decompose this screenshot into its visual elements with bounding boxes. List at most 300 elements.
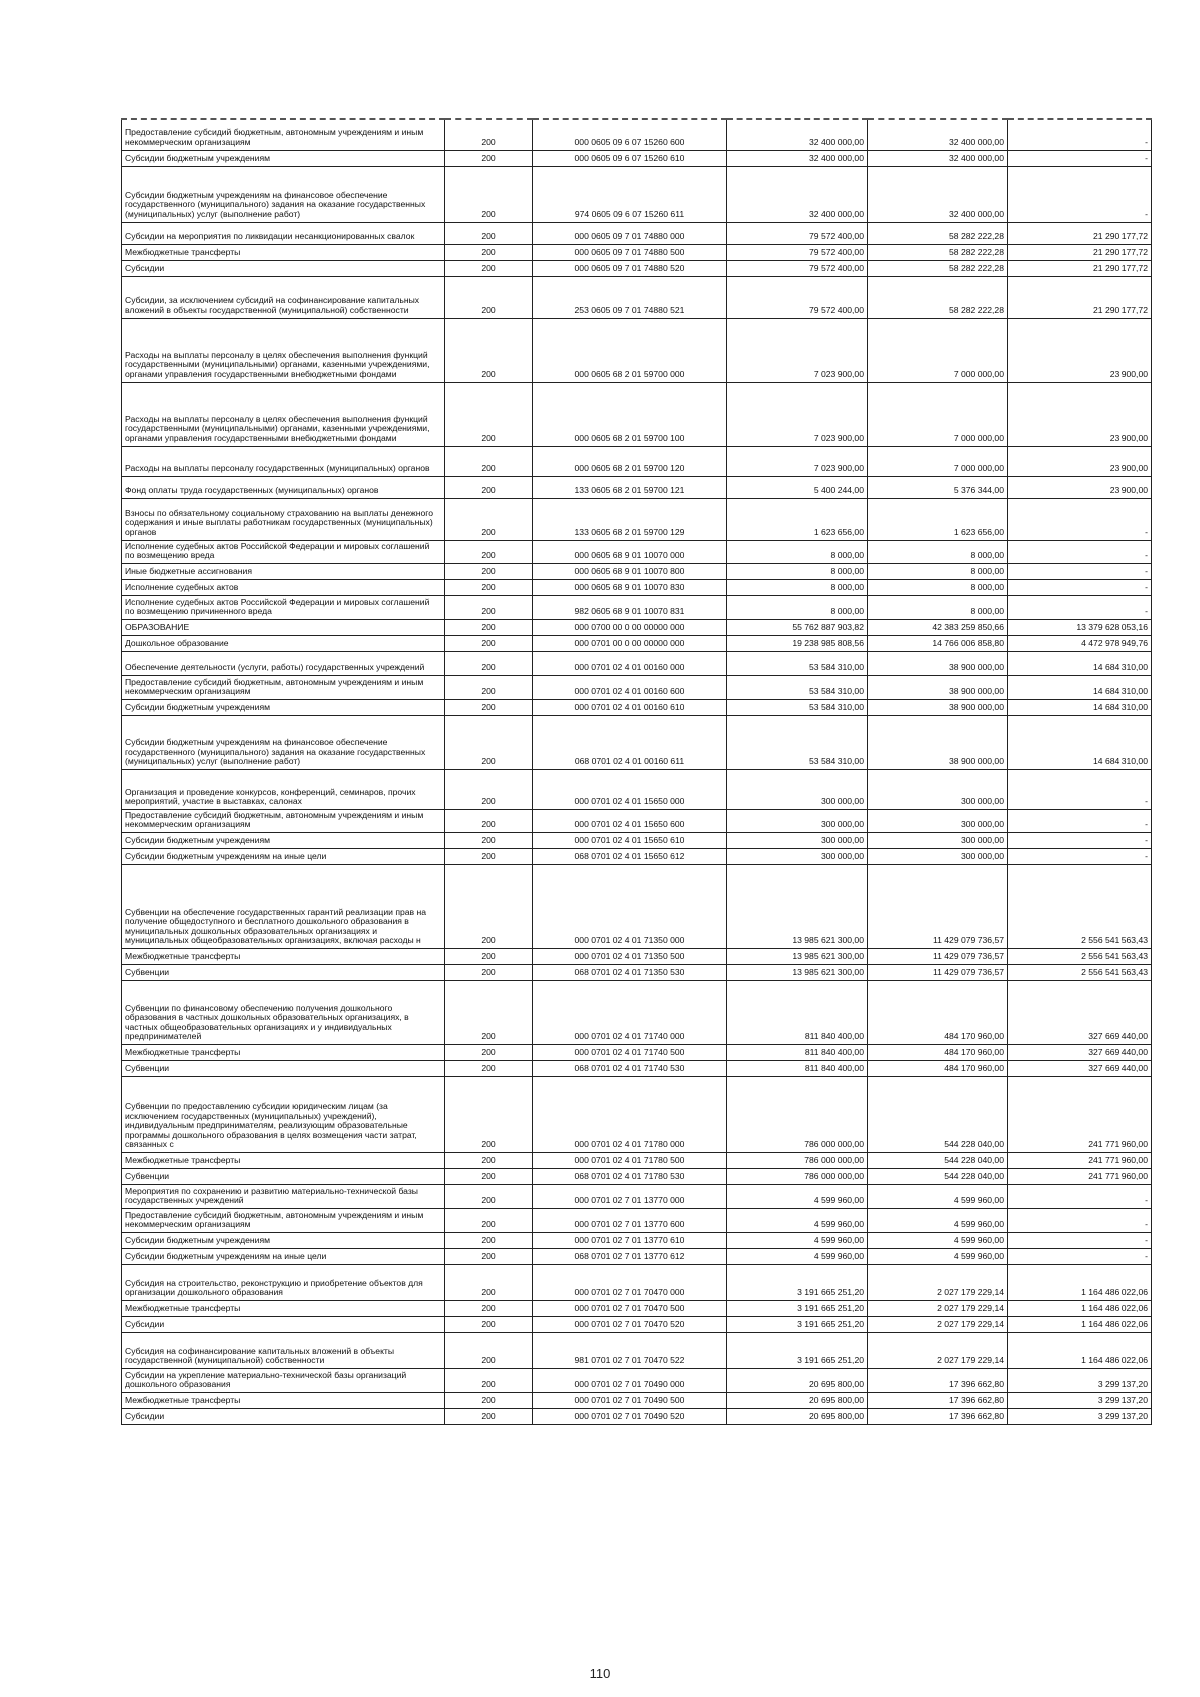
cell-line-code: 200 [445,150,533,166]
cell-unexecuted-amount: 23 900,00 [1008,382,1152,446]
cell-unexecuted-amount: - [1008,119,1152,150]
cell-approved-amount: 786 000 000,00 [727,1077,868,1153]
cell-expense-name: Межбюджетные трансферты [122,1393,445,1409]
cell-budget-classification-code: 000 0701 02 7 01 13770 610 [533,1233,727,1249]
cell-executed-amount: 17 396 662,80 [868,1369,1008,1393]
cell-line-code: 200 [445,1153,533,1169]
cell-executed-amount: 38 900 000,00 [868,675,1008,699]
cell-line-code: 200 [445,849,533,865]
cell-budget-classification-code: 000 0605 68 9 01 10070 830 [533,579,727,595]
cell-unexecuted-amount: - [1008,498,1152,540]
cell-expense-name: Межбюджетные трансферты [122,244,445,260]
cell-budget-classification-code: 000 0701 02 4 01 15650 610 [533,833,727,849]
cell-executed-amount: 2 027 179 229,14 [868,1301,1008,1317]
cell-executed-amount: 11 429 079 736,57 [868,965,1008,981]
cell-line-code: 200 [445,1077,533,1153]
table-row [122,1233,1152,1249]
cell-unexecuted-amount: 327 669 440,00 [1008,981,1152,1045]
cell-unexecuted-amount: 327 669 440,00 [1008,1045,1152,1061]
table-row [122,318,1152,382]
cell-budget-classification-code: 000 0605 68 2 01 59700 100 [533,382,727,446]
cell-expense-name: Межбюджетные трансферты [122,1153,445,1169]
cell-budget-classification-code: 000 0701 02 4 01 71740 500 [533,1045,727,1061]
cell-expense-name: Организация и проведение конкурсов, конференций, семинаров, прочих мероприятий, участие в выставках, салонах [122,769,445,809]
table-row [122,276,1152,318]
cell-expense-name: Субсидии бюджетным учреждениям [122,1233,445,1249]
cell-executed-amount: 484 170 960,00 [868,981,1008,1045]
cell-unexecuted-amount: 1 164 486 022,06 [1008,1301,1152,1317]
cell-line-code: 200 [445,166,533,222]
cell-budget-classification-code: 000 0701 00 0 00 00000 000 [533,635,727,651]
cell-line-code: 200 [445,949,533,965]
cell-expense-name: Расходы на выплаты персоналу в целях обеспечения выполнения функций государственными (муниципальными) органами, казенными учреждениями, органами управления государственными внебюджетными фондами [122,382,445,446]
cell-line-code: 200 [445,769,533,809]
cell-unexecuted-amount: - [1008,769,1152,809]
cell-executed-amount: 8 000,00 [868,563,1008,579]
cell-expense-name: Обеспечение деятельности (услуги, работы) государственных учреждений [122,651,445,675]
cell-unexecuted-amount: 1 164 486 022,06 [1008,1333,1152,1369]
cell-expense-name: Исполнение судебных актов [122,579,445,595]
cell-executed-amount: 1 623 656,00 [868,498,1008,540]
cell-expense-name: Субсидии бюджетным учреждениям [122,150,445,166]
table-row [122,865,1152,949]
cell-budget-classification-code: 982 0605 68 9 01 10070 831 [533,595,727,619]
cell-expense-name: Расходы на выплаты персоналу в целях обеспечения выполнения функций государственными (муниципальными) органами, казенными учреждениями, органами управления государственными внебюджетными фондами [122,318,445,382]
table-row [122,446,1152,476]
cell-approved-amount: 4 599 960,00 [727,1185,868,1209]
cell-expense-name: Субсидия на строительство, реконструкцию и приобретение объектов для организации дошкольного образования [122,1265,445,1301]
cell-budget-classification-code: 000 0701 02 7 01 70490 000 [533,1369,727,1393]
cell-line-code: 200 [445,1369,533,1393]
cell-budget-classification-code: 000 0701 02 7 01 13770 600 [533,1209,727,1233]
cell-line-code: 200 [445,318,533,382]
cell-line-code: 200 [445,809,533,832]
cell-approved-amount: 7 023 900,00 [727,446,868,476]
cell-approved-amount: 20 695 800,00 [727,1393,868,1409]
cell-unexecuted-amount: - [1008,540,1152,563]
table-row [122,981,1152,1045]
cell-executed-amount: 484 170 960,00 [868,1061,1008,1077]
cell-executed-amount: 58 282 222,28 [868,276,1008,318]
cell-line-code: 200 [445,651,533,675]
cell-line-code: 200 [445,1317,533,1333]
cell-approved-amount: 32 400 000,00 [727,166,868,222]
cell-line-code: 200 [445,222,533,244]
cell-executed-amount: 38 900 000,00 [868,651,1008,675]
cell-unexecuted-amount: - [1008,579,1152,595]
table-row [122,1185,1152,1209]
table-row [122,1333,1152,1369]
cell-approved-amount: 3 191 665 251,20 [727,1317,868,1333]
cell-approved-amount: 3 191 665 251,20 [727,1265,868,1301]
cell-approved-amount: 79 572 400,00 [727,244,868,260]
cell-executed-amount: 300 000,00 [868,833,1008,849]
cell-line-code: 200 [445,563,533,579]
cell-budget-classification-code: 068 0701 02 4 01 71350 530 [533,965,727,981]
cell-line-code: 200 [445,715,533,769]
cell-expense-name: Предоставление субсидий бюджетным, автономным учреждениям и иным некоммерческим организациям [122,1209,445,1233]
cell-line-code: 200 [445,1393,533,1409]
cell-expense-name: Межбюджетные трансферты [122,1045,445,1061]
cell-approved-amount: 79 572 400,00 [727,222,868,244]
cell-budget-classification-code: 000 0605 09 6 07 15260 600 [533,119,727,150]
cell-budget-classification-code: 068 0701 02 7 01 13770 612 [533,1249,727,1265]
cell-budget-classification-code: 000 0701 02 4 01 00160 000 [533,651,727,675]
cell-approved-amount: 13 985 621 300,00 [727,965,868,981]
cell-unexecuted-amount: 3 299 137,20 [1008,1393,1152,1409]
cell-approved-amount: 53 584 310,00 [727,651,868,675]
cell-unexecuted-amount: 21 290 177,72 [1008,276,1152,318]
cell-line-code: 200 [445,1209,533,1233]
cell-executed-amount: 4 599 960,00 [868,1249,1008,1265]
cell-unexecuted-amount: 4 472 978 949,76 [1008,635,1152,651]
cell-unexecuted-amount: 23 900,00 [1008,446,1152,476]
cell-approved-amount: 4 599 960,00 [727,1209,868,1233]
cell-budget-classification-code: 068 0701 02 4 01 71740 530 [533,1061,727,1077]
cell-unexecuted-amount: 23 900,00 [1008,476,1152,498]
cell-approved-amount: 8 000,00 [727,579,868,595]
cell-unexecuted-amount: 3 299 137,20 [1008,1369,1152,1393]
cell-executed-amount: 58 282 222,28 [868,244,1008,260]
cell-expense-name: Субсидии бюджетным учреждениям [122,833,445,849]
table-row [122,715,1152,769]
cell-line-code: 200 [445,833,533,849]
table-row [122,1153,1152,1169]
cell-unexecuted-amount: - [1008,1249,1152,1265]
cell-budget-classification-code: 000 0605 68 9 01 10070 800 [533,563,727,579]
cell-approved-amount: 7 023 900,00 [727,382,868,446]
cell-budget-classification-code: 000 0701 02 4 01 15650 600 [533,809,727,832]
cell-budget-classification-code: 000 0701 02 7 01 70490 520 [533,1409,727,1425]
cell-budget-classification-code: 000 0605 09 7 01 74880 000 [533,222,727,244]
table-row [122,540,1152,563]
cell-executed-amount: 11 429 079 736,57 [868,949,1008,965]
table-row [122,651,1152,675]
cell-line-code: 200 [445,699,533,715]
cell-executed-amount: 484 170 960,00 [868,1045,1008,1061]
cell-budget-classification-code: 000 0605 68 2 01 59700 000 [533,318,727,382]
cell-executed-amount: 17 396 662,80 [868,1393,1008,1409]
cell-executed-amount: 17 396 662,80 [868,1409,1008,1425]
cell-line-code: 200 [445,119,533,150]
cell-unexecuted-amount: - [1008,833,1152,849]
cell-approved-amount: 32 400 000,00 [727,150,868,166]
cell-budget-classification-code: 000 0701 02 4 01 71740 000 [533,981,727,1045]
cell-line-code: 200 [445,382,533,446]
table-row [122,260,1152,276]
cell-line-code: 200 [445,244,533,260]
cell-expense-name: Дошкольное образование [122,635,445,651]
budget-sheet [121,118,1151,1425]
cell-line-code: 200 [445,540,533,563]
page-number: 110 [589,1666,611,1681]
cell-approved-amount: 811 840 400,00 [727,1045,868,1061]
cell-approved-amount: 811 840 400,00 [727,981,868,1045]
cell-expense-name: Исполнение судебных актов Российской Федерации и мировых соглашений по возмещению причиненного вреда [122,595,445,619]
cell-unexecuted-amount: 241 771 960,00 [1008,1077,1152,1153]
cell-budget-classification-code: 000 0701 02 4 01 71350 500 [533,949,727,965]
cell-unexecuted-amount: 241 771 960,00 [1008,1169,1152,1185]
cell-line-code: 200 [445,1061,533,1077]
cell-budget-classification-code: 133 0605 68 2 01 59700 129 [533,498,727,540]
cell-executed-amount: 11 429 079 736,57 [868,865,1008,949]
budget-execution-table [121,118,1152,1425]
cell-line-code: 200 [445,1265,533,1301]
cell-budget-classification-code: 000 0701 02 7 01 70470 000 [533,1265,727,1301]
cell-expense-name: Субвенции [122,1169,445,1185]
cell-unexecuted-amount: 1 164 486 022,06 [1008,1265,1152,1301]
table-row [122,949,1152,965]
cell-executed-amount: 7 000 000,00 [868,446,1008,476]
table-row [122,1249,1152,1265]
cell-executed-amount: 2 027 179 229,14 [868,1333,1008,1369]
cell-approved-amount: 811 840 400,00 [727,1061,868,1077]
table-row [122,635,1152,651]
cell-approved-amount: 786 000 000,00 [727,1169,868,1185]
cell-executed-amount: 32 400 000,00 [868,119,1008,150]
cell-line-code: 200 [445,1409,533,1425]
cell-expense-name: Иные бюджетные ассигнования [122,563,445,579]
cell-unexecuted-amount: - [1008,150,1152,166]
table-row [122,619,1152,635]
cell-line-code: 200 [445,1301,533,1317]
table-row [122,244,1152,260]
cell-budget-classification-code: 000 0701 02 4 01 00160 610 [533,699,727,715]
cell-line-code: 200 [445,276,533,318]
cell-approved-amount: 32 400 000,00 [727,119,868,150]
cell-budget-classification-code: 068 0701 02 4 01 71780 530 [533,1169,727,1185]
cell-budget-classification-code: 253 0605 09 7 01 74880 521 [533,276,727,318]
table-row [122,1369,1152,1393]
cell-expense-name: Субсидии бюджетным учреждениям на иные цели [122,849,445,865]
cell-executed-amount: 300 000,00 [868,769,1008,809]
cell-expense-name: Субвенции [122,965,445,981]
table-row [122,833,1152,849]
cell-executed-amount: 8 000,00 [868,579,1008,595]
cell-expense-name: Субвенции по предоставлению субсидии юридическим лицам (за исключением государственных (муниципальных) учреждений), индивидуальным предпринимателям, реализующим образовательные программы дошкольного образования в целях возмещения части затрат, связанных с [122,1077,445,1153]
cell-unexecuted-amount: 23 900,00 [1008,318,1152,382]
cell-approved-amount: 3 191 665 251,20 [727,1333,868,1369]
cell-budget-classification-code: 000 0701 02 4 01 71780 500 [533,1153,727,1169]
cell-expense-name: Субсидии бюджетным учреждениям на иные цели [122,1249,445,1265]
cell-approved-amount: 300 000,00 [727,833,868,849]
cell-approved-amount: 4 599 960,00 [727,1233,868,1249]
cell-approved-amount: 300 000,00 [727,769,868,809]
cell-line-code: 200 [445,446,533,476]
cell-expense-name: Субсидии на укрепление материально-технической базы организаций дошкольного образования [122,1369,445,1393]
cell-expense-name: Межбюджетные трансферты [122,1301,445,1317]
cell-expense-name: Субвенции по финансовому обеспечению получения дошкольного образования в частных дошкольных образовательных организациях, в частных общеобразовательных организациях и у индивидуальных предпринимателей [122,981,445,1045]
cell-expense-name: Субсидии [122,1409,445,1425]
cell-budget-classification-code: 000 0701 02 7 01 13770 000 [533,1185,727,1209]
cell-executed-amount: 4 599 960,00 [868,1185,1008,1209]
cell-expense-name: Субсидии, за исключением субсидий на софинансирование капитальных вложений в объекты государственной (муниципальной) собственности [122,276,445,318]
cell-line-code: 200 [445,865,533,949]
cell-approved-amount: 300 000,00 [727,809,868,832]
cell-unexecuted-amount: 14 684 310,00 [1008,715,1152,769]
table-row [122,595,1152,619]
cell-executed-amount: 42 383 259 850,66 [868,619,1008,635]
cell-unexecuted-amount: 14 684 310,00 [1008,699,1152,715]
table-row [122,382,1152,446]
cell-unexecuted-amount: 3 299 137,20 [1008,1409,1152,1425]
cell-approved-amount: 53 584 310,00 [727,675,868,699]
cell-budget-classification-code: 000 0701 02 7 01 70470 500 [533,1301,727,1317]
cell-executed-amount: 7 000 000,00 [868,382,1008,446]
cell-line-code: 200 [445,1233,533,1249]
cell-line-code: 200 [445,476,533,498]
cell-executed-amount: 4 599 960,00 [868,1233,1008,1249]
table-row [122,563,1152,579]
cell-approved-amount: 53 584 310,00 [727,715,868,769]
cell-approved-amount: 53 584 310,00 [727,699,868,715]
cell-expense-name: Взносы по обязательному социальному страхованию на выплаты денежного содержания и иные выплаты работникам государственных (муниципальных) органов [122,498,445,540]
table-row [122,1301,1152,1317]
cell-approved-amount: 20 695 800,00 [727,1369,868,1393]
cell-expense-name: Межбюджетные трансферты [122,949,445,965]
table-row [122,849,1152,865]
cell-line-code: 200 [445,619,533,635]
cell-budget-classification-code: 000 0605 09 6 07 15260 610 [533,150,727,166]
cell-executed-amount: 14 766 006 858,80 [868,635,1008,651]
cell-approved-amount: 8 000,00 [727,563,868,579]
cell-budget-classification-code: 000 0701 02 7 01 70470 520 [533,1317,727,1333]
cell-executed-amount: 38 900 000,00 [868,715,1008,769]
table-row [122,1317,1152,1333]
table-row [122,809,1152,832]
table-row [122,119,1152,150]
cell-budget-classification-code: 068 0701 02 4 01 00160 611 [533,715,727,769]
cell-expense-name: Мероприятия по сохранению и развитию материально-технической базы государственных учреждений [122,1185,445,1209]
cell-expense-name: Расходы на выплаты персоналу государственных (муниципальных) органов [122,446,445,476]
cell-expense-name: Исполнение судебных актов Российской Федерации и мировых соглашений по возмещению вреда [122,540,445,563]
cell-expense-name: Фонд оплаты труда государственных (муниципальных) органов [122,476,445,498]
cell-line-code: 200 [445,1249,533,1265]
cell-unexecuted-amount: 21 290 177,72 [1008,260,1152,276]
cell-executed-amount: 544 228 040,00 [868,1169,1008,1185]
cell-line-code: 200 [445,1169,533,1185]
cell-budget-classification-code: 000 0605 68 9 01 10070 000 [533,540,727,563]
cell-unexecuted-amount: - [1008,809,1152,832]
cell-approved-amount: 786 000 000,00 [727,1153,868,1169]
table-row [122,1045,1152,1061]
cell-executed-amount: 58 282 222,28 [868,222,1008,244]
cell-budget-classification-code: 068 0701 02 4 01 15650 612 [533,849,727,865]
cell-expense-name: Субсидия на софинансирование капитальных вложений в объекты государственной (муниципальной) собственности [122,1333,445,1369]
table-row [122,965,1152,981]
table-row [122,166,1152,222]
cell-executed-amount: 2 027 179 229,14 [868,1265,1008,1301]
table-row [122,1393,1152,1409]
cell-approved-amount: 8 000,00 [727,540,868,563]
cell-line-code: 200 [445,579,533,595]
cell-executed-amount: 544 228 040,00 [868,1153,1008,1169]
table-row [122,1409,1152,1425]
cell-unexecuted-amount: 327 669 440,00 [1008,1061,1152,1077]
cell-budget-classification-code: 000 0701 02 4 01 00160 600 [533,675,727,699]
cell-unexecuted-amount: 13 379 628 053,16 [1008,619,1152,635]
cell-approved-amount: 20 695 800,00 [727,1409,868,1425]
table-row [122,769,1152,809]
cell-approved-amount: 19 238 985 808,56 [727,635,868,651]
cell-unexecuted-amount: 2 556 541 563,43 [1008,865,1152,949]
cell-executed-amount: 32 400 000,00 [868,166,1008,222]
cell-unexecuted-amount: - [1008,595,1152,619]
cell-unexecuted-amount: 14 684 310,00 [1008,675,1152,699]
cell-budget-classification-code: 000 0701 02 4 01 71350 000 [533,865,727,949]
cell-executed-amount: 544 228 040,00 [868,1077,1008,1153]
cell-executed-amount: 38 900 000,00 [868,699,1008,715]
cell-executed-amount: 2 027 179 229,14 [868,1317,1008,1333]
cell-expense-name: Предоставление субсидий бюджетным, автономным учреждениям и иным некоммерческим организациям [122,809,445,832]
table-row [122,1061,1152,1077]
cell-executed-amount: 300 000,00 [868,809,1008,832]
cell-expense-name: Субвенции на обеспечение государственных гарантий реализации прав на получение общедоступного и бесплатного дошкольного образования в муниципальных дошкольных образовательных организациях и муниципальных общеобразовательных организациях, включая расходы н [122,865,445,949]
cell-expense-name: Субсидии [122,1317,445,1333]
cell-approved-amount: 1 623 656,00 [727,498,868,540]
cell-approved-amount: 13 985 621 300,00 [727,949,868,965]
cell-budget-classification-code: 000 0701 02 4 01 15650 000 [533,769,727,809]
cell-budget-classification-code: 000 0605 68 2 01 59700 120 [533,446,727,476]
cell-executed-amount: 32 400 000,00 [868,150,1008,166]
cell-line-code: 200 [445,965,533,981]
cell-budget-classification-code: 000 0700 00 0 00 00000 000 [533,619,727,635]
cell-expense-name: Субсидии на мероприятия по ликвидации несанкционированных свалок [122,222,445,244]
table-row [122,222,1152,244]
table-body [122,119,1152,1425]
cell-executed-amount: 58 282 222,28 [868,260,1008,276]
table-row [122,1209,1152,1233]
cell-approved-amount: 79 572 400,00 [727,276,868,318]
cell-expense-name: Предоставление субсидий бюджетным, автономным учреждениям и иным некоммерческим организациям [122,675,445,699]
cell-unexecuted-amount: - [1008,849,1152,865]
cell-unexecuted-amount: 1 164 486 022,06 [1008,1317,1152,1333]
cell-approved-amount: 79 572 400,00 [727,260,868,276]
cell-unexecuted-amount: 2 556 541 563,43 [1008,949,1152,965]
cell-budget-classification-code: 000 0701 02 7 01 70490 500 [533,1393,727,1409]
table-row [122,675,1152,699]
cell-executed-amount: 8 000,00 [868,540,1008,563]
cell-executed-amount: 4 599 960,00 [868,1209,1008,1233]
cell-approved-amount: 13 985 621 300,00 [727,865,868,949]
cell-approved-amount: 7 023 900,00 [727,318,868,382]
table-row [122,579,1152,595]
cell-expense-name: ОБРАЗОВАНИЕ [122,619,445,635]
cell-budget-classification-code: 000 0701 02 4 01 71780 000 [533,1077,727,1153]
cell-expense-name: Субсидии [122,260,445,276]
cell-unexecuted-amount: 21 290 177,72 [1008,244,1152,260]
table-row [122,1265,1152,1301]
table-row [122,150,1152,166]
cell-line-code: 200 [445,260,533,276]
cell-unexecuted-amount: - [1008,563,1152,579]
table-row [122,498,1152,540]
cell-line-code: 200 [445,595,533,619]
cell-approved-amount: 300 000,00 [727,849,868,865]
table-row [122,1169,1152,1185]
cell-expense-name: Субсидии бюджетным учреждениям на финансовое обеспечение государственного (муниципального) задания на оказание государственных (муниципальных) услуг (выполнение работ) [122,715,445,769]
cell-budget-classification-code: 981 0701 02 7 01 70470 522 [533,1333,727,1369]
cell-executed-amount: 5 376 344,00 [868,476,1008,498]
cell-unexecuted-amount: 241 771 960,00 [1008,1153,1152,1169]
cell-line-code: 200 [445,1045,533,1061]
cell-executed-amount: 300 000,00 [868,849,1008,865]
cell-budget-classification-code: 000 0605 09 7 01 74880 520 [533,260,727,276]
cell-executed-amount: 7 000 000,00 [868,318,1008,382]
cell-unexecuted-amount: 21 290 177,72 [1008,222,1152,244]
cell-line-code: 200 [445,675,533,699]
cell-executed-amount: 8 000,00 [868,595,1008,619]
